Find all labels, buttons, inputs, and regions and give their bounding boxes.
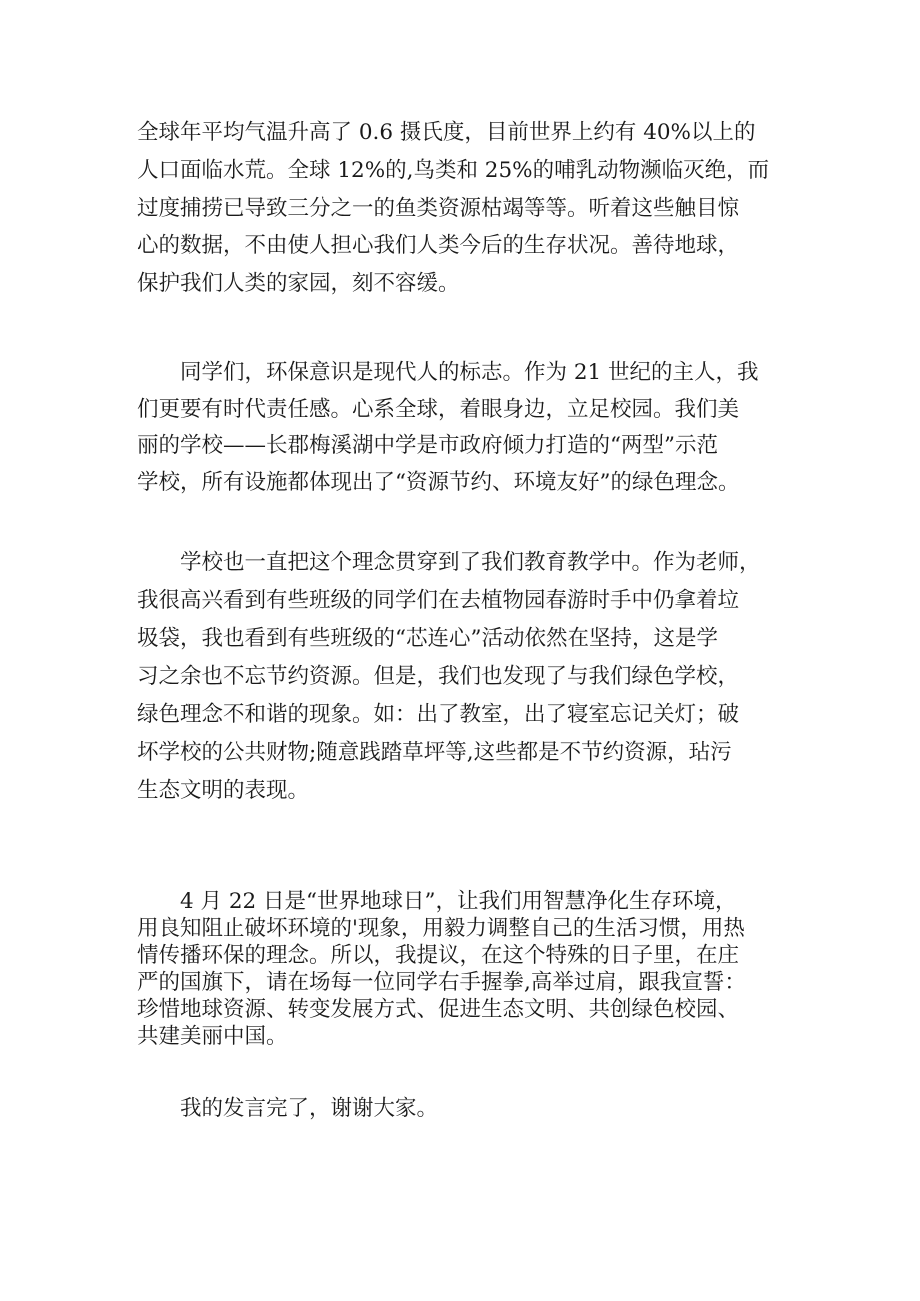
text-line: 用良知阻止破坏环境的'现象，用毅力调整自己的生活习惯，用热	[137, 916, 745, 941]
paragraph-3	[137, 544, 797, 810]
text-line: 情传播环保的理念。所以，我提议，在这个特殊的日子里，在庄	[137, 943, 740, 968]
text-line: 过度捕捞已导致三分之一的鱼类资源枯竭等等。听着这些触目惊	[137, 195, 740, 221]
text-line: 坏学校的公共财物;随意践踏草坪等,这些都是不节约资源，玷污	[137, 740, 732, 765]
text-line: 我的发言完了，谢谢大家。	[137, 1096, 439, 1121]
text-line: 丽的学校——长郡梅溪湖中学是市政府倾力打造的“两型”示范	[137, 433, 718, 458]
paragraph-1	[137, 114, 797, 303]
text-line: 生态文明的表现。	[137, 778, 310, 803]
paragraph-2	[137, 355, 797, 501]
text-line: 人口面临水荒。全球 12%的,鸟类和 25%的哺乳动物濒临灭绝，而	[137, 157, 770, 183]
text-line: 同学们，环保意识是现代人的标志。作为 21 世纪的主人，我	[137, 360, 759, 385]
text-line: 保护我们人类的家园，刻不容缓。	[137, 271, 460, 297]
text-line: 们更要有时代责任感。心系全球，着眼身边，立足校园。我们美	[137, 396, 740, 422]
text-line: 4 月 22 日是“世界地球日”，让我们用智慧净化生存环境，	[137, 889, 737, 914]
text-line: 全球年平均气温升高了 0.6 摄氏度，目前世界上约有 40%以上的	[137, 120, 756, 145]
text-line: 学校，所有设施都体现出了“资源节约、环境友好”的绿色理念。	[137, 469, 740, 495]
text-line: 严的国旗下，请在场每一位同学右手握拳,高举过肩，跟我宣誓：	[137, 970, 746, 995]
text-line: 珍惜地球资源、转变发展方式、促进生态文明、共创绿色校园、	[137, 997, 740, 1022]
text-line: 绿色理念不和谐的现象。如：出了教室，出了寝室忘记关灯；破	[137, 702, 740, 727]
text-line: 习之余也不忘节约资源。但是，我们也发现了与我们绿色学校，	[137, 664, 740, 689]
text-line: 我很高兴看到有些班级的同学们在去植物园春游时手中仍拿着垃	[137, 588, 740, 613]
text-line: 圾袋，我也看到有些班级的“芯连心”活动依然在坚持，这是学	[137, 626, 718, 651]
text-line: 共建美丽中国。	[137, 1024, 288, 1049]
paragraph-4	[137, 888, 797, 1050]
paragraph-5	[137, 1094, 797, 1124]
text-line: 心的数据，不由使人担心我们人类今后的生存状况。善待地球，	[137, 233, 740, 259]
text-line: 学校也一直把这个理念贯穿到了我们教育教学中。作为老师，	[137, 550, 761, 575]
